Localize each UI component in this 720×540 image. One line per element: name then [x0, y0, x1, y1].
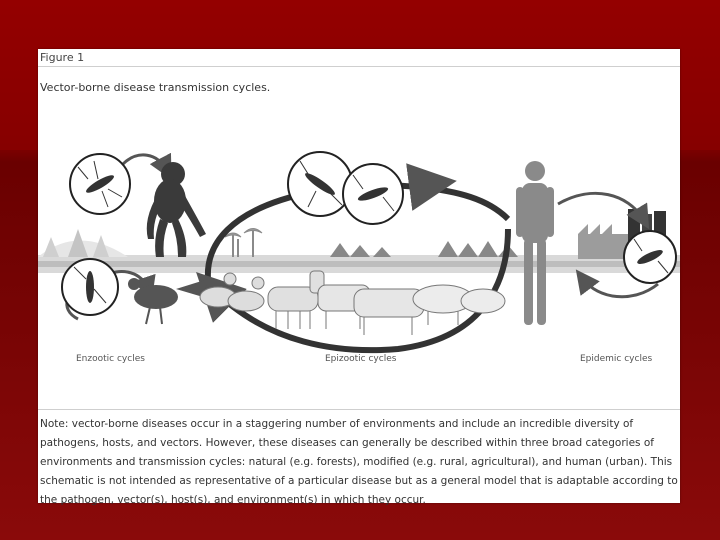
- village-huts: [330, 241, 518, 257]
- monkey-host: [147, 162, 206, 257]
- figure-note: Note: vector-borne diseases occur in a staggering number of environments and include an incredible diversity of pathogens, hosts, and vectors. However, these diseases can generally be described within three broad categories of environments and transmission cycles: natural (e.g. forests), modified (e.g. rural, agricultural), and human (urban). This schematic is not intended as representative of a particular disease but as a general model that is adaptable according to the pathogen, vector(s), host(s), and environment(s) in which they occur.: [40, 418, 678, 506]
- livestock-pigs: [413, 285, 505, 325]
- mosquito-circle-epizootic-left: [288, 152, 352, 216]
- human-host: [516, 161, 554, 325]
- figure-label: Figure 1: [40, 51, 85, 64]
- palm-trees: [225, 229, 262, 258]
- mosquito-circle-epizootic-right: [343, 164, 403, 224]
- mosquito-circle-enzootic-bottom: [62, 259, 118, 315]
- divider: [38, 409, 680, 410]
- enzootic-arrow-top: [123, 155, 166, 169]
- forest-background: [38, 229, 128, 257]
- epidemic-cycles-label: Epidemic cycles: [580, 354, 653, 364]
- epizootic-cycles-label: Epizootic cycles: [325, 354, 397, 364]
- mosquito-circle-epidemic: [624, 231, 676, 283]
- ground-stripe: [38, 261, 680, 267]
- divider: [38, 66, 680, 67]
- mosquito-circle-enzootic-top: [70, 154, 130, 214]
- figure-title: Vector-borne disease transmission cycles.: [40, 81, 271, 94]
- bird-host: [128, 278, 208, 324]
- livestock-horse: [268, 271, 324, 329]
- transmission-cycle-diagram: [38, 139, 680, 389]
- figure-card: [38, 49, 680, 506]
- enzootic-cycles-label: Enzootic cycles: [76, 354, 145, 364]
- livestock-cattle: [318, 285, 424, 335]
- epizootic-arrow: [410, 184, 433, 187]
